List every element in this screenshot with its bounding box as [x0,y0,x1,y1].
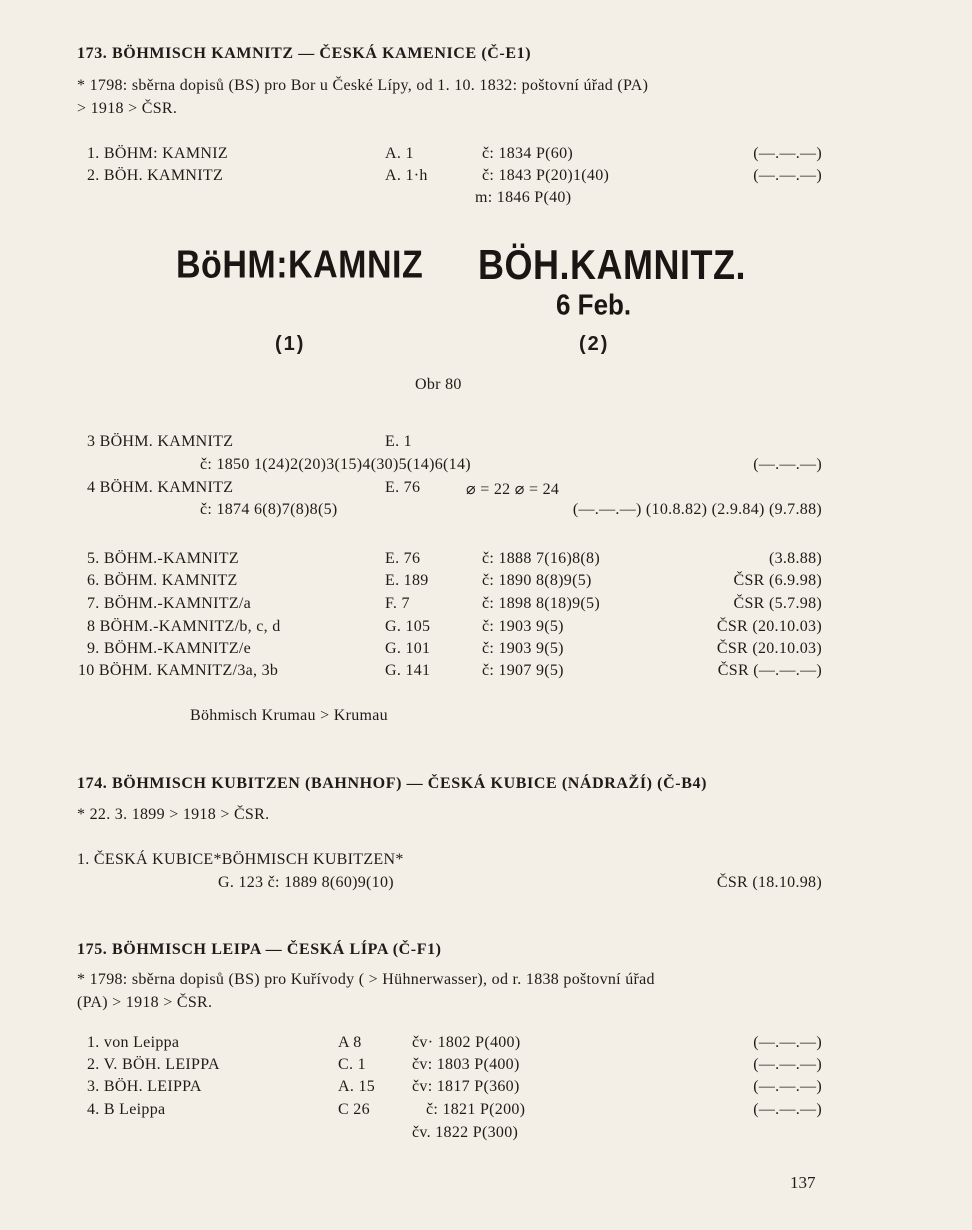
kamnitz-row-9-type: G. 101 [385,640,431,657]
leipa-row-1-type: A 8 [338,1034,362,1051]
kamnitz-row-4-name: 4 BÖHM. KAMNITZ [87,479,234,496]
kamnitz-row-2-date: č: 1843 P(20)1(40) [482,167,610,184]
stamp-2-label: (2) [579,333,610,355]
kamnitz-row-4-diameter: ⌀ = 22 ⌀ = 24 [466,481,560,498]
stamp-2-date: 6 Feb. [556,288,632,321]
kubitzen-row-1-name: 1. ČESKÁ KUBICE*BÖHMISCH KUBITZEN* [77,851,404,868]
kamnitz-row-8-name: 8 BÖHM.-KAMNITZ/b, c, d [87,618,281,635]
leipa-row-2-value: (—.—.—) [753,1056,822,1073]
stamp-1-label: (1) [275,333,306,355]
leipa-row-2-date: čv: 1803 P(400) [412,1056,520,1073]
kamnitz-row-1-type: A. 1 [385,145,414,162]
kamnitz-row-7-type: F. 7 [385,595,410,612]
kamnitz-row-8-date: č: 1903 9(5) [482,618,564,635]
kamnitz-row-1-date: č: 1834 P(60) [482,145,574,162]
kamnitz-row-1-value: (—.—.—) [753,145,822,162]
section-175-heading: 175. BÖHMISCH LEIPA — ČESKÁ LÍPA (Č-F1) [77,941,442,958]
kamnitz-row-6-type: E. 189 [385,572,429,589]
kamnitz-row-2-name: 2. BÖH. KAMNITZ [87,167,224,184]
leipa-row-3-name: 3. BÖH. LEIPPA [87,1078,202,1095]
leipa-row-1-value: (—.—.—) [753,1034,822,1051]
kamnitz-row-3-date: č: 1850 1(24)2(20)3(15)4(30)5(14)6(14) [200,456,471,473]
kamnitz-row-3-name: 3 BÖHM. KAMNITZ [87,433,234,450]
kamnitz-row-10-value: ČSR (—.—.—) [717,662,822,679]
leipa-row-1-name: 1. von Leippa [87,1034,180,1051]
section-173-heading: 173. BÖHMISCH KAMNITZ — ČESKÁ KAMENICE (Č-E1) [77,45,532,62]
kamnitz-row-1-name: 1. BÖHM: KAMNIZ [87,145,228,162]
kamnitz-row-7-value: ČSR (5.7.98) [733,595,822,612]
kamnitz-row-10-date: č: 1907 9(5) [482,662,564,679]
leipa-row-4-value: (—.—.—) [753,1101,822,1118]
page-number: 137 [790,1173,816,1192]
kamnitz-row-5-type: E. 76 [385,550,421,567]
leipa-row-3-value: (—.—.—) [753,1078,822,1095]
cross-reference: Böhmisch Krumau > Krumau [190,707,388,724]
kamnitz-row-6-date: č: 1890 8(8)9(5) [482,572,592,589]
figure-caption: Obr 80 [415,376,462,393]
kubitzen-row-1-detail: G. 123 č: 1889 8(60)9(10) [218,874,394,891]
kamnitz-row-6-name: 6. BÖHM. KAMNITZ [87,572,238,589]
kamnitz-row-4-date: č: 1874 6(8)7(8)8(5) [200,501,338,518]
kamnitz-row-2-date-extra: m: 1846 P(40) [475,189,572,206]
leipa-row-2-type: C. 1 [338,1056,366,1073]
kamnitz-row-9-date: č: 1903 9(5) [482,640,564,657]
kamnitz-row-4-values: (—.—.—) (10.8.82) (2.9.84) (9.7.88) [572,501,822,518]
leipa-row-1-date: čv· 1802 P(400) [412,1034,521,1051]
kamnitz-row-3-value: (—.—.—) [753,456,822,473]
leipa-row-4-date: č: 1821 P(200) [426,1101,526,1118]
kamnitz-row-2-value: (—.—.—) [753,167,822,184]
kamnitz-row-2-type: A. 1·h [385,167,428,184]
kamnitz-row-5-name: 5. BÖHM.-KAMNITZ [87,550,239,567]
section-175-intro-line1: * 1798: sběrna dopisů (BS) pro Kuřívody ( > Hühnerwasser), od r. 1838 poštovní úřad [77,971,655,988]
section-173-intro-line2: > 1918 > ČSR. [77,100,178,117]
leipa-row-4-type: C 26 [338,1101,370,1118]
section-174-heading: 174. BÖHMISCH KUBITZEN (BAHNHOF) — ČESKÁ KUBICE (NÁDRAŽÍ) (Č-B4) [77,775,707,792]
kamnitz-row-4-type: E. 76 [385,479,421,496]
kamnitz-row-9-name: 9. BÖHM.-KAMNITZ/e [87,640,252,657]
section-173-intro-line1: * 1798: sběrna dopisů (BS) pro Bor u České Lípy, od 1. 10. 1832: poštovní úřad (PA) [77,77,649,94]
kamnitz-row-7-date: č: 1898 8(18)9(5) [482,595,600,612]
stamp-1-impression: BöHM:KAMNIZ [176,243,424,287]
kamnitz-row-10-type: G. 141 [385,662,431,679]
leipa-row-2-name: 2. V. BÖH. LEIPPA [87,1056,220,1073]
kamnitz-row-5-value: (3.8.88) [768,550,822,567]
kamnitz-row-7-name: 7. BÖHM.-KAMNITZ/a [87,595,252,612]
kubitzen-row-1-value: ČSR (18.10.98) [716,874,822,891]
leipa-row-4-name: 4. B Leippa [87,1101,166,1118]
leipa-row-4-date-extra: čv. 1822 P(300) [412,1124,519,1141]
leipa-row-3-type: A. 15 [338,1078,376,1095]
kamnitz-row-8-type: G. 105 [385,618,431,635]
stamp-2-impression: BÖH.KAMNITZ. [478,241,746,289]
leipa-row-3-date: čv: 1817 P(360) [412,1078,520,1095]
kamnitz-row-8-value: ČSR (20.10.03) [716,618,822,635]
kamnitz-row-5-date: č: 1888 7(16)8(8) [482,550,600,567]
kamnitz-row-3-type: E. 1 [385,433,412,450]
kamnitz-row-10-name: 10 BÖHM. KAMNITZ/3a, 3b [78,662,279,679]
kamnitz-row-9-value: ČSR (20.10.03) [716,640,822,657]
section-174-intro: * 22. 3. 1899 > 1918 > ČSR. [77,806,270,823]
section-175-intro-line2: (PA) > 1918 > ČSR. [77,994,213,1011]
kamnitz-row-6-value: ČSR (6.9.98) [733,572,822,589]
